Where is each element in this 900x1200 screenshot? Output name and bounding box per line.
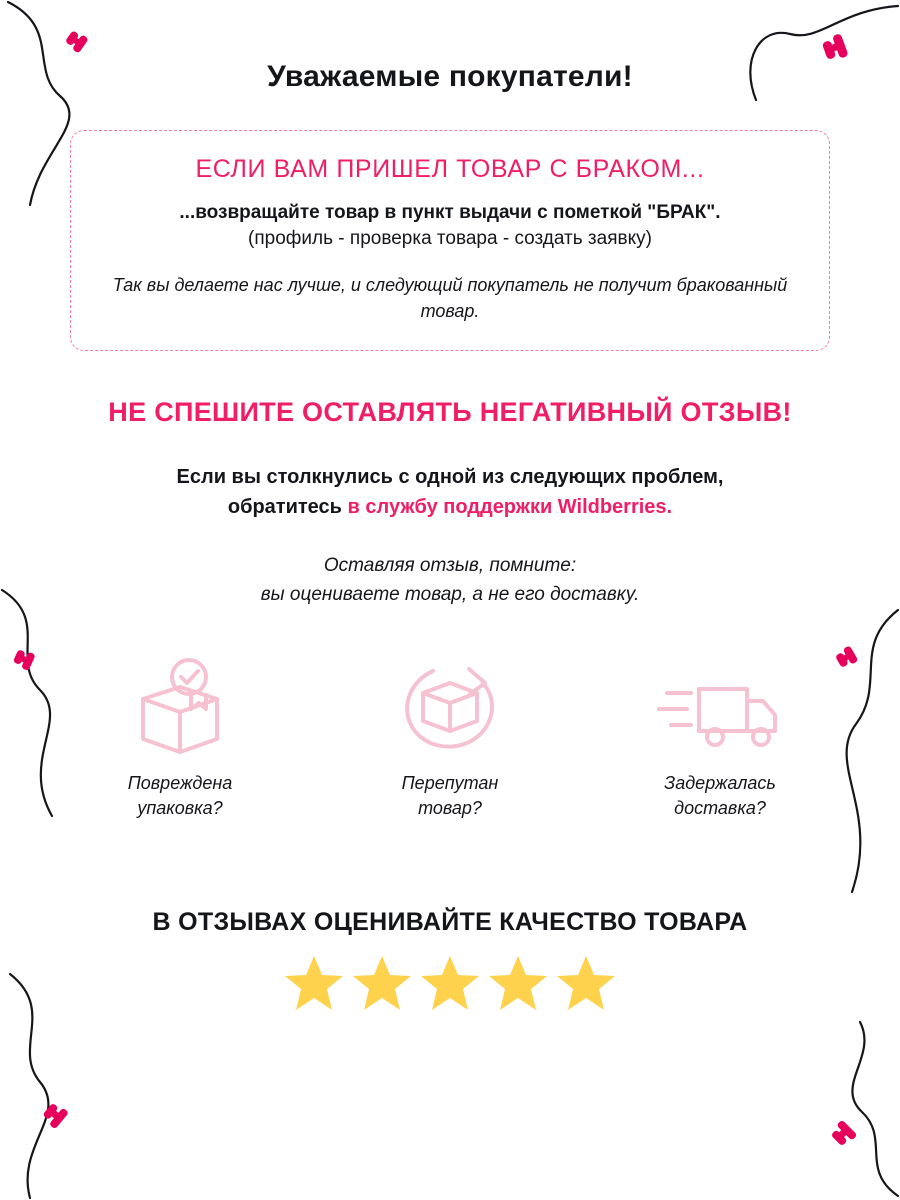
remember-note: [60, 552, 840, 609]
support-block: [60, 462, 840, 522]
remember-line-2: вы оцениваете товар, а не его доставку.: [260, 583, 640, 605]
defect-box-title: ЕСЛИ ВАМ ПРИШЕЛ ТОВАР С БРАКОМ...: [195, 155, 705, 183]
problem-caption-wrong: [355, 771, 545, 821]
defect-box-instruction: ...возвращайте товар в пункт выдачи с пометкой "БРАК".: [179, 202, 721, 223]
damaged-box-icon: [85, 657, 275, 757]
defect-box-path-hint: (профиль - проверка товара - создать заявку): [248, 228, 652, 249]
support-line-2: [60, 492, 840, 522]
problem-item-wrong: [355, 657, 545, 821]
support-line-1: Если вы столкнулись с одной из следующих проблем,: [176, 466, 724, 489]
remember-line-1: Оставляя отзыв, помните:: [323, 555, 577, 577]
support-link-text: в службу поддержки Wildberries.: [347, 496, 673, 519]
caption-line-1: Перепутан: [401, 773, 499, 794]
star-icon: [487, 953, 549, 1013]
defect-box-note: Так вы делаете нас лучше, и следующий покупатель не получит бракованный товар.: [112, 275, 788, 322]
star-icon: [555, 953, 617, 1013]
star-icon: [419, 953, 481, 1013]
defect-callout-box: [70, 130, 830, 351]
problem-item-delayed: [625, 657, 815, 821]
caption-line-1: Задержалась: [664, 773, 776, 794]
caption-line-2: товар?: [418, 798, 482, 819]
caption-line-2: доставка?: [674, 798, 766, 819]
caption-line-2: упаковка?: [137, 798, 223, 819]
footer-heading: В ОТЗЫВАХ ОЦЕНИВАЙТЕ КАЧЕСТВО ТОВАРА: [152, 907, 748, 936]
page-title: Уважаемые покупатели!: [267, 60, 633, 93]
problem-item-damaged: [85, 657, 275, 821]
delayed-delivery-icon: [625, 657, 815, 757]
negative-review-heading: НЕ СПЕШИТЕ ОСТАВЛЯТЬ НЕГАТИВНЫЙ ОТЗЫВ!: [108, 397, 792, 428]
support-line-2-prefix: обратитесь: [227, 496, 348, 519]
problem-caption-damaged: [85, 771, 275, 821]
caption-line-1: Повреждена: [127, 773, 233, 794]
wrong-item-icon: [355, 657, 545, 757]
star-rating: [60, 953, 840, 1013]
star-icon: [351, 953, 413, 1013]
problem-caption-delayed: [625, 771, 815, 821]
star-icon: [283, 953, 345, 1013]
problem-icons-row: [60, 657, 840, 821]
